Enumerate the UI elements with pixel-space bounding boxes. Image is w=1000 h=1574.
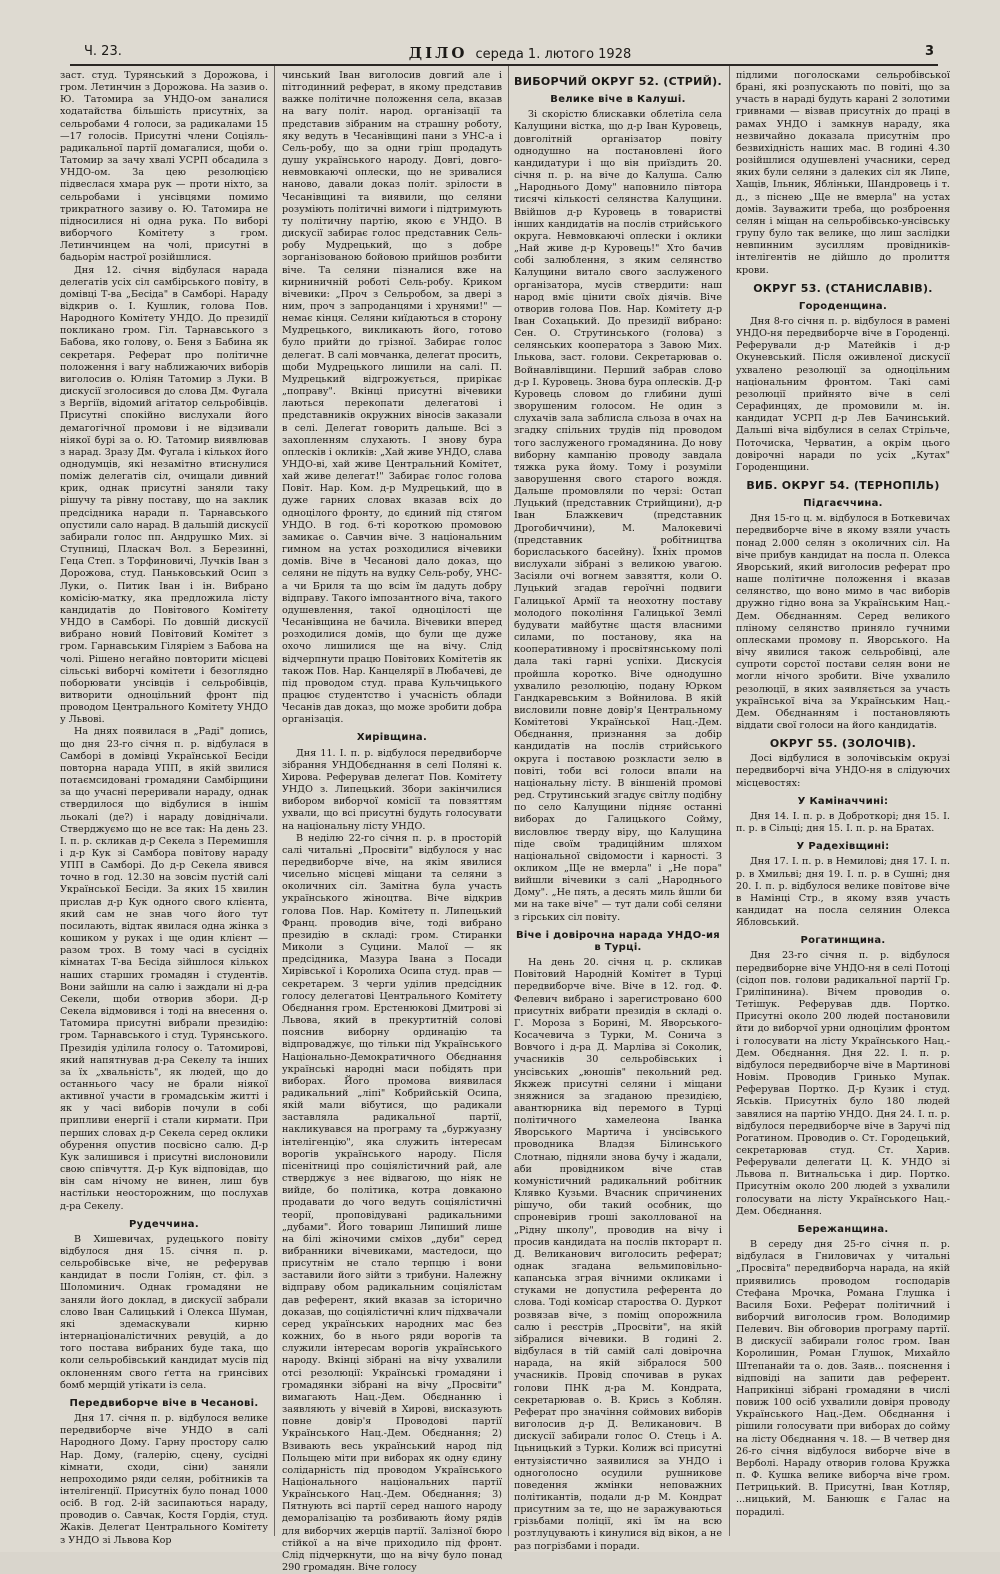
section-heading: Рогатинщина. [800,935,886,947]
column-1 [60,70,268,1546]
article-paragraph: На день 20. січня ц. р. скликав Повітовий Народній Комітет в Турці передвиборче віче. Віче в 12. год. Ф. Фелевич вибрано і зарегистровано 600 присутніх вибрати президія в складі о. Г. Мороза з Борині, М. Яворського-Косачевича з Турки, М. Сонича з Вовчого і д-ра Д. Марліва зі Соколик, учасників 30 сельробівських і унсівських „юношів" пекольний ред. Якжеж присутні селяни і міщани зняжнися за згаданою президією, авантюрника від перемого в Турці політичного хамелеона Іванка Яворського Мартича і унсівського проводника Владзя Білинського Слотнаю, підняли знова бучу і жадали, аби провідником віче став комуністичний радикальний робітник Клявко Кузьми. Вчасник спричинених рішучо, оби такий особник, що спроневірив гроші заколлованої на „Рідну школу", проводив на вічу і просив кандидата на послів пкторарт п. Д. Великанович виголосить реферат; однак згадана вельмиповільно-капанська зграя вічними окликами і стуками не допустила референта до слова. Тоді комісар староства О. Дуркот розвязав віче, з поміщ опорожнила салю і реєстрів „Просвіти", на якій зібралися вічевики. В годині 2. відбулася в тій самій салі довірочна нарада, на якій зібралося 500 учасників. Провід спочивав в руках голови ПНК д-ра М. Кондрата, секретарював о. В. Крись з Коблян. Реферат про значіння соймових виборів виголосив д-р Д. Великанович. В дискусії забирали голос О. Стець і А. Іцьницький з Турки. Колиж всі присутні ентузіястично заявилися за УНДО і одноголосно осудили рушникове поведення жмінки неповажних політикантів, подали д-р М. Кондрат присутним за те, що не заражуваються грізьбами поліції, які їм на всю розтлуцувають і кинулися від вікон, а не раз погрізбами і поради. [514,957,722,1552]
article-paragraph: Дня 23-го січня п. р. відбулося передвиборне віче УНДО-ня в селі Потоці (сідоп пов. голови радикальної партії Гр. Гриліпинина). Вічем проводив о. Тетішук. Реферував ддв. Портко. Присутні около 200 людей постановили йти до виборчої урни одноцілим фронтом і голосувати на лісту Українського Нац.-Дем. Обєднання. Дня 22. І. п. р. відбулося передвиборче віче в Мартинові Новім. Проводив Гринько Мупак. Реферував Портко. Д-р Кузик і студ. Яськів. Присутніх було 180 людей завялися на партію УНДО. Дня 24. І. п. р. відбулося передвиборче віче в Заручі під Рогатином. Проводив о. Ст. Городецький, секретарював студ. Ст. Харив. Реферували делегати Ц. К. УНДО зі Львова п. Витнальська і дир. Портко. Присутнім около 200 людей з ухвалили голосувати на лісту Українського Нац.-Дем. Обєднання. [736,950,950,1217]
article-paragraph: В неділю 22-го січня п. р. в просторій салі читальні „Просвіти" відбулося у нас передвиборче віче, на якім явилися чисельно місцеві міщани та селяни з околичних сіл. Замітна була участь українського жіноцтва. Віче відкрив голова Пов. Нар. Комітету п. Липецький Франц. проводив віче, тоді вибрано президію в складі: гром. Стиранки Миколи з Суцини. Малої — як предсідника, Мазура Івана з Посади Хирівської і Королиха Осипа студ. прав — секретарем. З черги уділив предсідник голосу делегатові Центрального Комітету Обєднання гром. Ерстенюкові Дмитрові зі Львова, який в прекуртитній солові пояснив виборну ординацію та відпроваджує, що тільки під Українського Національно-Демократичного Обєднання українські народні маси побідять при виборах. Його промова виявилася радикальний „ліпі" Кобрийській Осипа, якій мали вібутися, що радикали заставляла радикальної партії, накликувався на програму та „буржуазну інтелігенцію", яка служить інтересам ворогів українського народу. Після пісенітниці про соціялістичний рай, але стверджує з неє відвагою, що ніяк не вийде, бо політика, котра довкаюно продавати до чого ведуть соціялістичні теорії, проповідувані радикальними „дубами". Його товариш Липиший лише на білі жіночими сміхов „дуби" серед вибранники вічевиками, мастедоси, що присутнім не стало терпцю і вони заставили його зійти з трибуни. Належну відправу обом радикальним соціялістам дав референт, який вказав за історично доказав, що соціялістичні клич підхвачали серед українських народних мас без кожних, бо в нього ряди ворогів та служили інтересам ворогів українського народу. Вкінці зібрані на вічу ухвалили отсі резолюції: Українські громадяни і громадянки зібрані на вічу „Просвіти" вимагають Нац.-Дем. Обєднанню і заявляють у вічевій в Хирові, висказують повне довір'я Проводові партії Українського Нац.-Дем. Обєднання; 2) Взивають весь український народ під Польщею міти при виборах як одну єдину солідарність під проводом Українського Національного національних партії Українського Нац.-Дем. Обєднання; 3) Пятнують всі партії серед нашого народу деморалізацію та розбивають йому рядів для виборчих жерців партії. Залізної бюро стійкої а на віче приходило під фронт. Слід підчеркнути, що на вічу було понад 290 громадян. Віче голосу [282,832,502,1574]
section-heading: У Радехівщині: [796,841,890,853]
newspaper-title: ДІЛО [408,44,468,62]
section-heading: Велике віче в Калуші. [550,94,686,106]
column-3 [514,70,722,1552]
article-paragraph: Дня 17. січня п. р. відбулося велике передвиборче віче УНДО в салі Народного Дому. Гарну простору салю Нар. Дому, (галерію, сцену, сусідні кімнати, сходи, сіни) заняли непроходимо ряди селян, робітників та інтелігенції. Присутніх було понад 1000 осіб. В год. 2-ій засипаються нараду, проводив о. Савчак, Костя Гордія, студ. Жаків. Делегат Центрального Комітету з УНДО зі Львова Кор [60,1413,268,1546]
article-paragraph: Дня 11. І. п. р. відбулося передвиборче зібрання УНДОбєднання в селі Поляні к. Хирова. Реферував делегат Пов. Комітету УНДО з. Липецький. Збори закінчилися вибором виборчої комісії та повзяттям ухвали, що всі присутні будуть голосувати на національну лісту УНДО. [282,747,502,832]
article-paragraph: В середу дня 25-го січня п. р. відбулася в Гниловичах у читальні „Просвіта" передвиборча нарада, на якій приявились проводом господарів Стефана Мрочка, Романа Глушка і Василя Бохи. Реферат політичний і виборчий виголосив гром. Володимир Пелевич. Він обговорив програму партії. В дискусії забирали голос гром. Іван Королишин, Роман Глушок, Михайло Штепанайи та о. дов. Заяв... пояснення і відповіді на запити дав референт. Наприкінці зібрані громадяни в числі повиж 100 осіб ухвалили довіря проводу Українського Нац.-Дем. Обєднання і рішили голосувати при виборах до сойму на лісту Обєднання ч. 18. — В четвер дня 26-го січня відбулося виборче віче в Верболі. Нараду отворив голова Кружка п. Ф. Кушка велике виборча віче гром. Петрицький. В. Присутні, Іван Котляр, ...ницький, М. Банюшк є Галас на порадилі. [736,1239,950,1518]
article-paragraph: Досі відбулися в золочівськім окрузі передвиборчі віча УНДО-ня в слідуючих місцевостях: [736,753,950,789]
article-paragraph: В Хишевичах, рудецького повіту відбулося дня 15. січня п. р. сельробівське віче, не реферував кандидат в посли Голіян, ст. філ. з Шоломинич. Однак громадяни не заняли його доклад, в дискусії забрали слово Іван Салицький і Олекса Шуман, які здемаскували кирню інтернаціоналістичних ревуцій, а до того постава вибраних буде така, що коли сельробівський кандидат мусів під оклоненням свого ґетта на гринсівих бомб мерщій утікати із села. [60,1233,268,1391]
article-paragraph: Дня 17. І. п. р. в Немилові; дня 17. І. п. р. в Хмильві; дня 19. І. п. р. в Сушні; дня 20. І. п. р. відбулося велике повітове віче в Намінці Стр., в якому взяв участь кандидат на посла селянин Олекса Ябловський. [736,856,950,929]
article-paragraph: Дня 15-го ц. м. відбулося в Боткевичах передвиборче віче в якому взяли участь понад 2.000 селян з околичних сіл. На віче прибув кандидат на посла п. Олекса Яворський, який виголосив реферат про наше політичне положення і вказав селянство, що воно мимо в час виборів дружно гідно вона за Українським Нац.-Дем. Обєднанням. Серед великого пліному селянство приняло гучними оплесками промову п. Яворського. На вічу явилися також сельробівці, але супроти сорстої постави селян вони не могли нічого зробити. Віче ухвалило резолюції, в яких заявляється за участь української віча за Українським Нац.-Дем. Обєднанням і постановляють віддати свої голоси на його кандидатів. [736,513,950,731]
article-paragraph: Дня 8-го січня п. р. відбулося в рамені УНДО-ня передвиборче віче в Городенці. Реферували д-р Матейків і д-р Окуневський. Після оживленої дискусії ухвалено резолюції за одноцільним національним фронтом. Такі самі резолюції прийнято віче в селі Серафинцях, де промовили м. ін. кандидат УСРП д-р Лев Бачинський. Дальші віча відбулися в селах Стрільче, Поточиска, Черватин, а окрім цього довірочні наради по усіх „Кутах" Городенщини. [736,315,950,473]
section-heading: У Каміначчині: [797,795,889,807]
district-heading: ОКРУГ 53. (СТАНИСЛАВІВ). [753,281,933,295]
section-heading: Передвиборче віче в Чесанові. [69,1397,259,1409]
section-heading: Бережанщина. [797,1223,889,1235]
column-divider [274,66,275,1536]
masthead-center [390,44,650,62]
masthead [70,42,938,66]
article-paragraph: Дня 12. січня відбулася нарада делегатів усіх сіл самбірського повіту, в домівці Т-ва „Бесіда" в Самборі. Нараду відкрив о. І. Кушлик, голова Пов. Народного Комітету УНДО. До президії покликано гром. Гіл. Тарнавського з Бабова, яко голову, о. Беня з Бабина як секретаря. Реферат про політичне положення і вагу наближаючих виборів виголосив о. Юліян Татомир з Луки. В дискусії зголосився до слова Дм. Фугала з Вергіїв, відомий агітатор сельробівців. Присутні спокійно вислухали його демагогічної промови і не відзивали ніякої бурі за о. Ю. Татомир виявлював з нарад. Зразу Дм. Фугала і кількох його однодумців, які незамітно втиснулися поміж делегатів сіл, очищали дивний крик, однак присутні заняли таку рішучу та рівну поставу, що на заклик предсідника наради п. Тарнавського опустили сало нарад. В дальшій дискусії забирали голос пп. Андрушко Мих. зі Ступниці, Пласкач Вол. з Березинні, Геца Степ. з Торфиновичі, Лучків Іван з Дорожова, студ. Паньковський Осип з Луки, о. Питик Іван і ін. Вибрано комісію-матку, яка предложила лісту кандидатів до Повітового Комітету УНДО в Самборі. По довшій дискусії вибрано новий Повітовий Комітет з гром. Гарнавським Гіляріем з Бабова на чолі. Рішено негайно повторити місцеві сільські виборчі комітети і безоглядно поборювати унсівців і сельробівців, витворити одноцільний фронт під проводом Центрального Комітету УНДО у Львові. [60,264,268,726]
district-heading: ВИБОРЧИЙ ОКРУГ 52. (СТРИЙ). [514,75,722,88]
section-heading: Віче і довірочна нарада УНДО-ия в Турці. [515,929,721,953]
article-paragraph: чинський Іван виголосив довгий але і пітгодинний реферат, в якому представив важке політичне положення села, вказав на вагу політ. народ. організації та представив зібраним на страшну роботу, яку ведуть в Чесанівщині пани з УНС-а і Сель-робу, що за одни гріш продадуть душу українського народу. Довгі, довго-невмовкаючі оплески, що не зривалися наново, давали доказ політ. зрілости в Чесанівщині та виявили, що селяни розуміють політичні вимоги і підтримують ту політичну партію, якою є УНДО. В дискусії забирає голос представник Сель-робу Мудрецький, що з добре зорганізованою бойовою прийшов розбити віче. Та селяни пізналися вже на кирниничній роботі Сель-робу. Криком вічевики: „Проч з Сельробом, за двері з ним, проч з запроданцями і хрунями!" — немає кінця. Селяни киїдаються в сторону Мудрецького, викликають його, готово було прийти до грізної. Забирає голос делегат. В салі мовчанка, делегат просить, щоби Мудрецького лишили на салі. П. Мудрецький відгрожується, прирікає „поправу". Вкінці присутні вічевики лаються перекопати делегатові і представників окружних віносів заказали в селі. Делегат говорить дальше. Всі з захопленням слухають. І знову бура оплесків і окликів: „Хай живе УНДО, слава УНДО-ві, хай живе Центральний Комітет, хай живе делегат!" Забирає голос голова Повіт. Нар. Ком. д-р Мудрецький, що в дуже гарних словах вказав всіх до одноцілого фронту, до єдиний під стягом УНДО. В год. 6-ті короткою промовою замикає о. Савчин віче. З національним гимном на устах розходилися вічевики домів. Віче в Чесанові дало доказ, що селяни не підуть на вудку Сель-робу, УНС-а чи Бриля та що всім їм дадуть добру відправу. Такого імпозантного віча, такого одушевлення, такої одноцілості ще Чесанівщина не бачила. Вічевики вперед розходилися домів, що були ще дуже охочо лишилися ще на вічу. Слід відчерпнути працю Повітових Комітетів як також Пов. Нар. Канцелярії в Любачеві, де під проводом студ. права Кульчицького працює студентство і учасність облади Чесанів дав доказ, що може зробити добра організація. [282,70,502,726]
column-divider [508,66,509,1536]
district-heading: ВИБ. ОКРУГ 54. (ТЕРНОПІЛЬ) [746,479,940,492]
article-paragraph: підлими поголосками сельробівської брані, які розпускають по повіті, що за участь в нараді будуть карані 2 золотими гривнами — візвав присутніх до праці в рамах УНДО і замкнув нараду, яка незвичайно доказала присутнім про безвихідність наших мас. В годині 4.30 розійшлися одушевлені учасники, серед яких були селяни з далеких сіл як Липе, Хащів, Ільник, Ябліньки, Шандровець і т. д., з піснею „Ще не вмерла" на устах домів. Зауважити треба, що розброення селян і міщан на сельробівсько-унсівську групу було так велике, що лиш заслідки невпинним зусиллям провідників-інтелігентів не дійшло до пролиття крови. [736,70,950,276]
article-paragraph: На днях появилася в „Раді" допись, що дня 23-го січня п. р. відбулася в Самборі в домівці Української Бесіди повторна нарада УПП, в якій звилися потаємсидовані громадяни Самбірщини за що учасні переривали нараду, однак ствердилося що відбулися в іншім льокалі (де?) і нараду довіднічали. Стверджуємо що не все так: На день 23. І. п. р. скликав д-р Секела з Перемишля і д-р Кук зі Самбора повітову нараду УПП в Самборі. До д-р Секела явився точно в год. 12.30 на зовсім пустій салі Української Бесіди. За яких 15 хвилин прислав д-р Кук одного свого клієнта, який сам не знав чого його тут посилають, відтак явилася одна жінка з кошиком у руках і ще один клієнт — разом трох. В тому часі в сусідніх кімнатах Т-ва Бесіда зійшлося кількох наших старших громадян і студентів. Вони зайшли на салю і заждали ні д-ра Секели, щоби отворив збори. Д-р Секела відмовився і тоді на внесення о. Татомира присутні вибрали президію: гром. Тарнавського і студ. Турянського. Президія уділила голосу о. Татомирові, який напятнував д-ра Секелу та інших за їх „хвальність", як людей, що до останнього часу не брали ніякої активної участи в громадськім житті і як у часі виборів почули в собі припливи енергії і стали кирмати. При перших словах д-р Секела серед оклики обурення опустив посвісно салю. Д-р Кук залишився і присутні вислоновили свою співчуття. Д-р Кук відповідав, що він сам нічому не винен, лиш був настільки неосторожним, що послухав д-ра Секелу. [60,726,268,1212]
issue-date: середа 1. лютого 1928 [475,47,632,62]
column-2 [282,70,502,1574]
article-paragraph: заст. студ. Турянський з Дорожова, і гром. Летинчин з Дорожова. На зазив о. Ю. Татомира за УНДО-ом заналися ходатайства більшість присутніх, за сельробами 4 голоси, за радикалами 15—17 голосів. Присутні члени Соціяль-радикальної партії домагалися, щоби о. Татомир за зачу хвалі УСРП обсадила з УНДО-ом. За цею резолюцією підвеслася хмара рук — проти ніхто, за сельробами і унсівцями помимо трикратного зазиву о. Ю. Татомира не підносилися ні одна рука. По виборі виборчого Комітету з гром. Летинчинцем на чолі, присутні в бадьорім настрої розійшлися. [60,70,268,264]
column-4 [736,70,950,1540]
district-heading: ОКРУГ 55. (ЗОЛОЧІВ). [769,737,917,751]
article-paragraph: Зі скорістю блискавки облетіла села Калущини вістка, що д-р Іван Куровець, довголітній організатор повіту однодушно на постановлені його кандидатури і що він приїздить 20. січня п. р. на віче до Калуша. Салю „Народнього Дому" наповнило півтора тисячі кількості селянства Калущини. Ввійшов д-р Куровець в товаристві інших кандидатів на послів стрийського округа. Невмовкаючі оплески і оклики „Най живе д-р Куровець!" Хто бачив собі залюблення, з яким селянство Калущини витало свого заслуженого організатора, мусів ствердити: наш народ вміє цінити своїх діячів. Віче отворив голова Пов. Нар. Комітету д-р Іван Сохацький. До президії вибрано: Сен. О. Струтинського (голова) з селянських кооператора з Завою Мих. Ількова, заст. голови. Секретарював о. Войнавлівщини. Перший забрав слово д-р І. Куровець. Знова бура оплесків. Д-р Куровець словом до глибини душі зворушеним голосом. Не один з слухачів зала заблисла сльоза в очах на згадку спільних трудів під проводом того заслуженого громадянина. До нову виборну кампанію проводу завдала тяжка рука йому. Тому і розуміли заворушення свого старого вождя. Дальше промовляли по черзі: Остап Луцький (представник Стрийщини), д-р Іван Блажкевич (представник Дрогобиччини), М. Малокевичі (представник робітництва борисласького басейну). Їхніх промов вислухали зібрані з великою увагою. Засіяли очі вогнем завзяття, коли О. Луцький згадав героїчні подвиги Галицької Армії та неохотну поставу молодого покоління Галицької Землі будувати майбутнє щастя власними силами, по постанову, яка на кооперативному і просвітянському полі дала такі гарні успіхи. Дискусія пройшла коротко. Віче однодушно ухвалило резолюцію, подану Юрком Гандкаревським з Войнилова. В якій висловили повне довір'я Центральному Комітетові Української Нац.-Дем. Обєднання, признання за добір кандидатів на послів стрийського округа і поставою розкласти зелю в повіті, тоби всі голоси впали на національну лісту. В віншеній промові ред. Струтинський згадує світлу подібну по село Калущини підняє останні виборах до Галицького Сойму, висловлює тверду віру, що Калущина піде своїм традиційним шляхом національної свідомости і карності. З окликом „Ще не вмерла" і „Не пора" вийшли вічевики з салі „Народнього Дому". „Не пять, а десять миль йшли би ми на таке віче" — тут дали собі селяни з гірських сіл повіту. [514,109,722,923]
article-paragraph: Дня 14. І. п. р. в Доброткорі; дня 15. І. п. р. в Сільці; дня 15. І. п. р. на Братах. [736,810,950,835]
section-heading: Хирівщина. [356,732,428,744]
page-number: 3 [924,44,934,59]
issue-number: Ч. 23. [84,44,122,59]
section-heading: Городенщина. [798,300,888,312]
column-divider [729,66,730,1536]
section-heading: Підгаєччина. [803,498,883,510]
section-heading: Рудеччина. [129,1218,199,1230]
